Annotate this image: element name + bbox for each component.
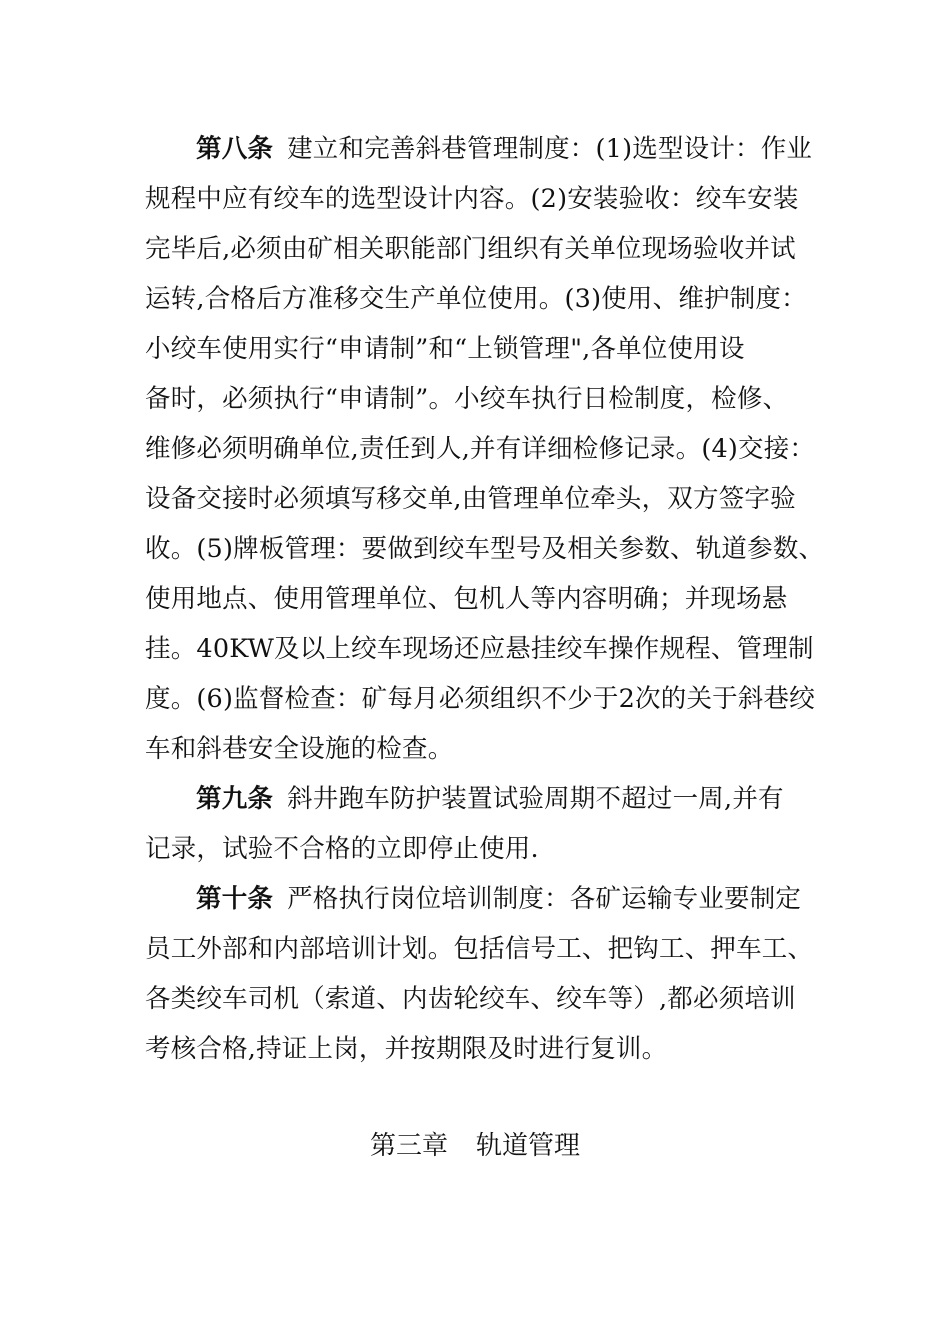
article-8-line-11: 挂。40KW及以上绞车现场还应悬挂绞车操作规程、管理制 — [145, 634, 814, 664]
article-8-label: 第八条 — [196, 134, 274, 164]
article-8-line-8: 设备交接时必须填写移交单,由管理单位牵头，双方签字验 — [145, 484, 796, 514]
article-8-line-12: 度。(6)监督检查：矿每月必须组织不少于2次的关于斜巷绞 — [145, 684, 815, 714]
article-10-line-1 — [196, 884, 801, 914]
chapter-title: 轨道管理 — [476, 1131, 581, 1161]
article-8-line-9: 收。(5)牌板管理：要做到绞车型号及相关参数、轨道参数、 — [145, 534, 825, 564]
article-8-line-1 — [196, 134, 812, 164]
chapter-number: 第三章 — [369, 1131, 448, 1161]
article-8-line-13: 车和斜巷安全设施的检查。 — [145, 734, 454, 764]
article-8-line-2: 规程中应有绞车的选型设计内容。(2)安装验收：绞车安装 — [145, 184, 799, 214]
article-10-line-3: 各类绞车司机（索道、内齿轮绞车、绞车等）,都必须培训 — [145, 984, 796, 1014]
article-8-text-1: 建立和完善斜巷管理制度：(1)选型设计：作业 — [287, 134, 813, 164]
article-8-line-7: 维修必须明确单位,责任到人,并有详细检修记录。(4)交接： — [145, 434, 816, 464]
chapter-heading — [0, 1130, 950, 1162]
article-10-label: 第十条 — [196, 884, 274, 914]
article-10-line-4: 考核合格,持证上岗，并按期限及时进行复训。 — [145, 1034, 668, 1064]
article-10-line-2: 员工外部和内部培训计划。包括信号工、把钩工、押车工、 — [145, 934, 814, 964]
article-9-text-1: 斜井跑车防护装置试验周期不超过一周,并有 — [287, 784, 784, 814]
article-8-line-10: 使用地点、使用管理单位、包机人等内容明确；并现场悬 — [145, 584, 788, 614]
article-9-line-2: 记录，试验不合格的立即停止使用. — [145, 834, 539, 864]
article-8-line-6: 备时，必须执行“申请制”。小绞车执行日检制度，检修、 — [145, 384, 789, 414]
article-9-line-1 — [196, 784, 784, 814]
article-8-line-3: 完毕后,必须由矿相关职能部门组织有关单位现场验收并试 — [145, 234, 796, 264]
article-9-label: 第九条 — [196, 784, 274, 814]
article-10-text-1: 严格执行岗位培训制度：各矿运输专业要制定 — [287, 884, 802, 914]
article-8-line-4: 运转,合格后方准移交生产单位使用。(3)使用、维护制度： — [145, 284, 807, 314]
article-8-line-5: 小绞车使用实行“申请制”和“上锁管理",各单位使用设 — [145, 334, 745, 364]
